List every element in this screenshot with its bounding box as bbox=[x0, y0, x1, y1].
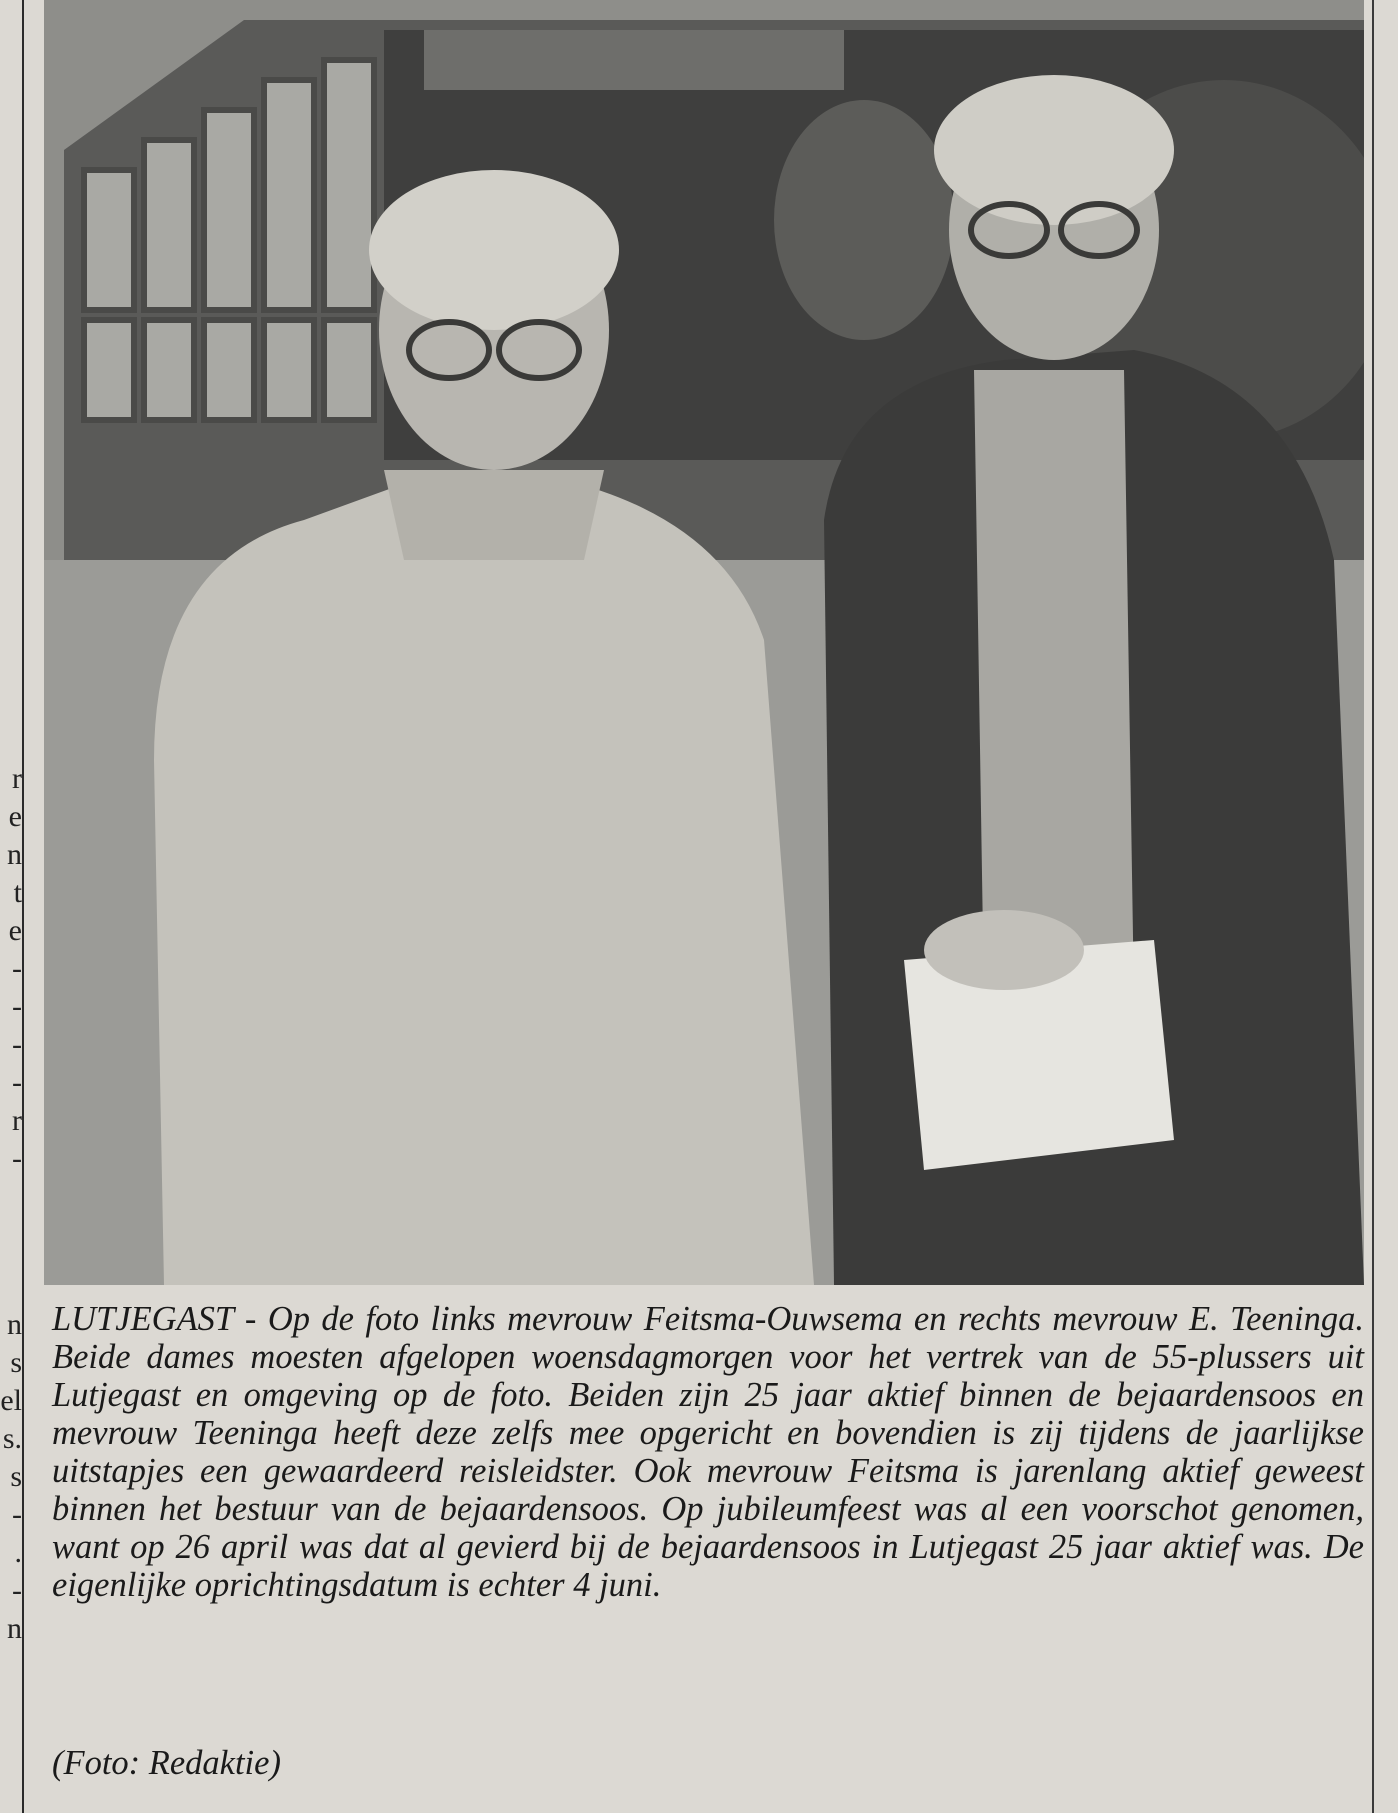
fragment: s bbox=[10, 1460, 22, 1493]
fragment: e bbox=[8, 800, 22, 833]
fragment: r bbox=[12, 762, 22, 795]
fragment: t bbox=[13, 876, 22, 909]
fragment: - bbox=[12, 1028, 22, 1061]
fragment: s. bbox=[2, 1422, 22, 1455]
fragment: . bbox=[14, 1536, 22, 1569]
fragment: - bbox=[12, 1498, 22, 1531]
column-rule-right bbox=[1372, 0, 1374, 1813]
fragment: - bbox=[12, 952, 22, 985]
fragment: n bbox=[7, 838, 22, 871]
photo-caption bbox=[52, 1300, 1364, 1604]
news-photo bbox=[44, 0, 1364, 1285]
fragment: e bbox=[8, 914, 22, 947]
fragment: - bbox=[12, 1574, 22, 1607]
fragment: n bbox=[7, 1612, 22, 1645]
photo-illustration bbox=[44, 0, 1364, 1285]
caption-text: LUTJEGAST - Op de foto links mevrouw Feitsma-Ouwsema en rechts mevrouw E. Teeninga. Beide dames moesten afgelopen woensdagmorgen voor het vertrek van de 55-plussers uit Lutjegast en omgeving op de foto. Beiden zijn 25 jaar aktief binnen de bejaardensoos en mevrouw Teeninga heeft deze zelfs mee opgericht en bovendien is zij tijdens de jaarlijkse uitstapjes een gewaardeerd reisleidster. Ook mevrouw Feitsma is jarenlang aktief geweest binnen het bestuur van de bejaardensoos. Op jubileumfeest was al een voorschot genomen, want op 26 april was dat al gevierd bij de bejaardensoos in Lutjegast 25 jaar aktief was. De eigenlijke oprichtingsdatum is echter 4 juni. bbox=[52, 1300, 1364, 1604]
fragment: el bbox=[0, 1384, 22, 1417]
fragment: s bbox=[10, 1346, 22, 1379]
column-rule-left bbox=[22, 0, 24, 1813]
fragment: - bbox=[12, 990, 22, 1023]
adjacent-column-fragments bbox=[0, 760, 22, 1648]
fragment: r bbox=[12, 1104, 22, 1137]
fragment: - bbox=[12, 1066, 22, 1099]
fragment: - bbox=[12, 1142, 22, 1175]
photo-credit: (Foto: Redaktie) bbox=[52, 1744, 281, 1782]
fragment: n bbox=[7, 1308, 22, 1341]
